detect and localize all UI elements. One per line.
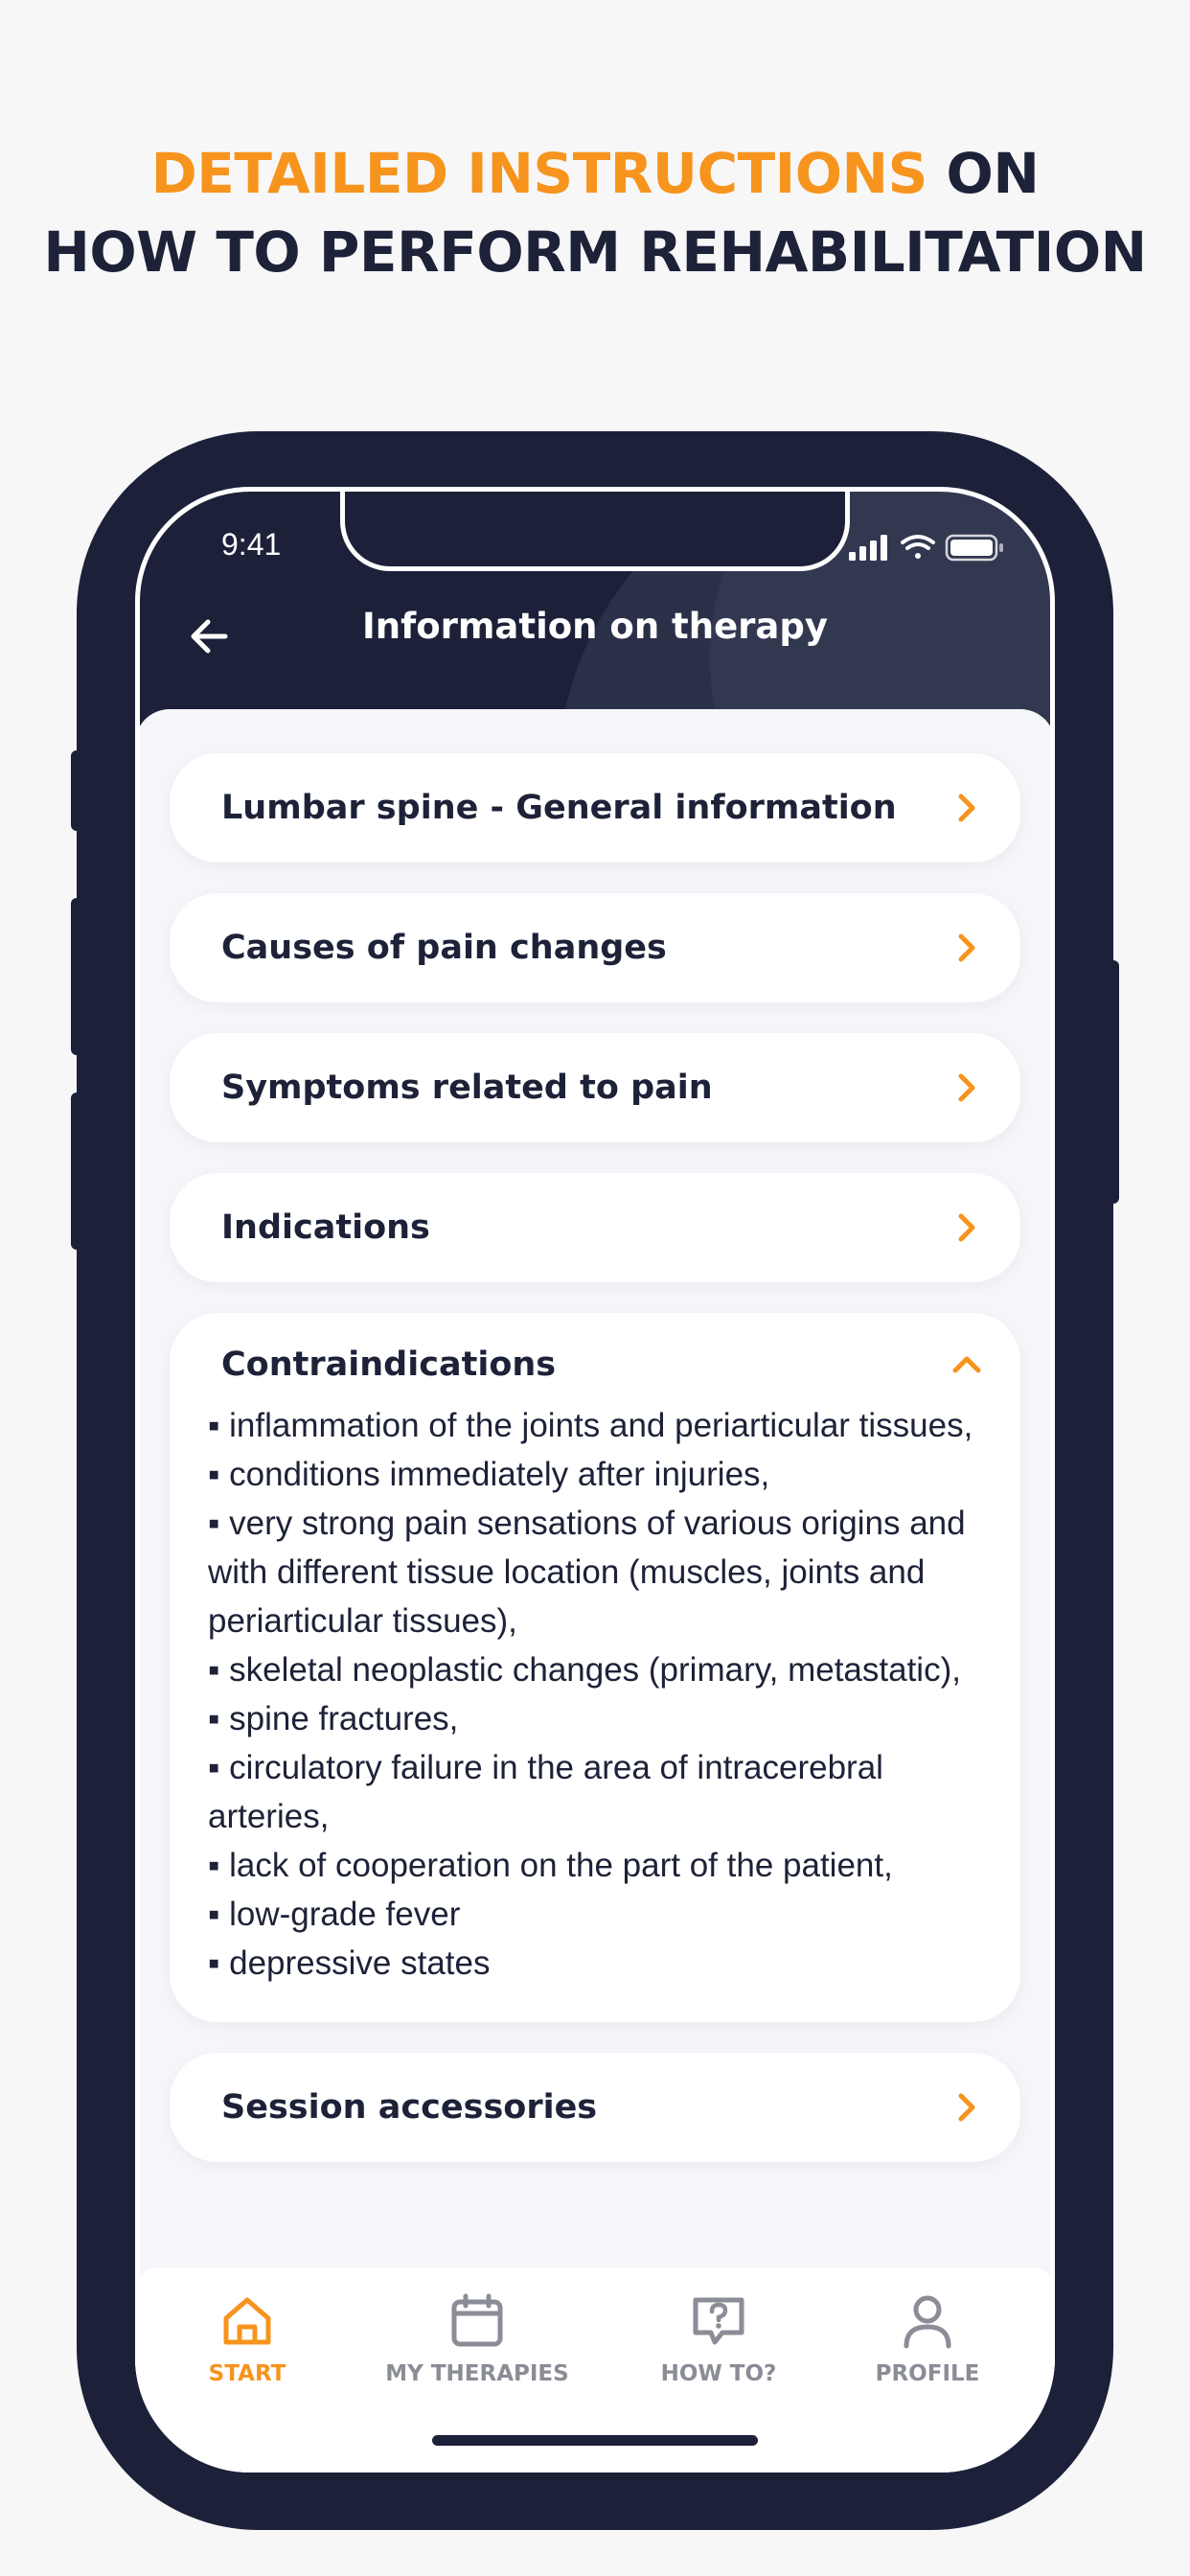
tab-profile[interactable] bbox=[822, 2292, 1033, 2386]
chevron-right-icon bbox=[948, 929, 986, 967]
page-title: Information on therapy bbox=[362, 606, 828, 647]
user-icon bbox=[899, 2292, 956, 2350]
tab-start[interactable] bbox=[142, 2292, 353, 2386]
wifi-icon bbox=[903, 537, 933, 559]
list-item: ▪ low-grade fever bbox=[208, 1896, 461, 1933]
home-indicator[interactable] bbox=[432, 2435, 758, 2446]
section-causes-of-pain[interactable] bbox=[170, 893, 1020, 1002]
status-icons bbox=[849, 533, 1012, 567]
power-button bbox=[1108, 960, 1119, 1204]
section-indications[interactable] bbox=[170, 1173, 1020, 1282]
section-session-accessories[interactable] bbox=[170, 2053, 1020, 2162]
tab-label: HOW TO? bbox=[660, 2361, 777, 2386]
section-label: Lumbar spine - General information bbox=[221, 789, 897, 827]
chevron-right-icon bbox=[948, 1208, 986, 1247]
tab-label: MY THERAPIES bbox=[385, 2361, 569, 2386]
tab-label: PROFILE bbox=[875, 2361, 980, 2386]
notch bbox=[340, 487, 850, 571]
chevron-right-icon bbox=[948, 789, 986, 827]
section-contraindications[interactable] bbox=[170, 1313, 1020, 2022]
promo-headline bbox=[0, 134, 1190, 291]
chevron-right-icon bbox=[948, 1069, 986, 1107]
headline-line2: HOW TO PERFORM REHABILITATION bbox=[43, 219, 1147, 285]
list-item: ▪ inflammation of the joints and periarticular tissues, bbox=[208, 1407, 973, 1444]
headline-accent: DETAILED INSTRUCTIONS bbox=[150, 141, 927, 206]
list-item: ▪ spine fractures, bbox=[208, 1700, 459, 1737]
list-item: ▪ lack of cooperation on the part of the patient, bbox=[208, 1847, 893, 1884]
mute-switch bbox=[71, 750, 82, 831]
list-item: ▪ very strong pain sensations of various origins and with different tissue location (muscles, joints and periarticular tissues), bbox=[208, 1505, 966, 1640]
info-sections bbox=[135, 709, 1055, 2472]
list-item: ▪ depressive states bbox=[208, 1944, 491, 1982]
section-lumbar-spine[interactable] bbox=[170, 753, 1020, 862]
phone-screen bbox=[135, 487, 1055, 2472]
list-item: ▪ circulatory failure in the area of intracerebral arteries, bbox=[208, 1749, 883, 1835]
section-label: Causes of pain changes bbox=[221, 929, 667, 967]
volume-down-button bbox=[71, 1092, 82, 1250]
tab-label: START bbox=[208, 2361, 286, 2386]
volume-up-button bbox=[71, 898, 82, 1055]
headline-rest: ON bbox=[927, 141, 1040, 206]
home-icon bbox=[218, 2292, 276, 2350]
section-label: Session accessories bbox=[221, 2088, 598, 2127]
tab-how-to[interactable] bbox=[613, 2292, 824, 2386]
signal-icon bbox=[849, 535, 887, 561]
status-time: 9:41 bbox=[221, 527, 282, 562]
calendar-icon bbox=[448, 2292, 506, 2350]
list-item: ▪ conditions immediately after injuries, bbox=[208, 1456, 770, 1493]
chevron-up-icon[interactable] bbox=[948, 1346, 986, 1384]
list-item: ▪ skeletal neoplastic changes (primary, metastatic), bbox=[208, 1651, 961, 1689]
section-symptoms[interactable] bbox=[170, 1033, 1020, 1142]
chevron-right-icon bbox=[948, 2088, 986, 2127]
section-label: Symptoms related to pain bbox=[221, 1069, 713, 1107]
tab-my-therapies[interactable] bbox=[372, 2292, 583, 2386]
battery-icon bbox=[947, 536, 1003, 560]
section-label: Contraindications bbox=[221, 1346, 557, 1384]
contraindications-list bbox=[208, 1401, 994, 1988]
question-bubble-icon bbox=[690, 2292, 747, 2350]
section-label: Indications bbox=[221, 1208, 430, 1247]
